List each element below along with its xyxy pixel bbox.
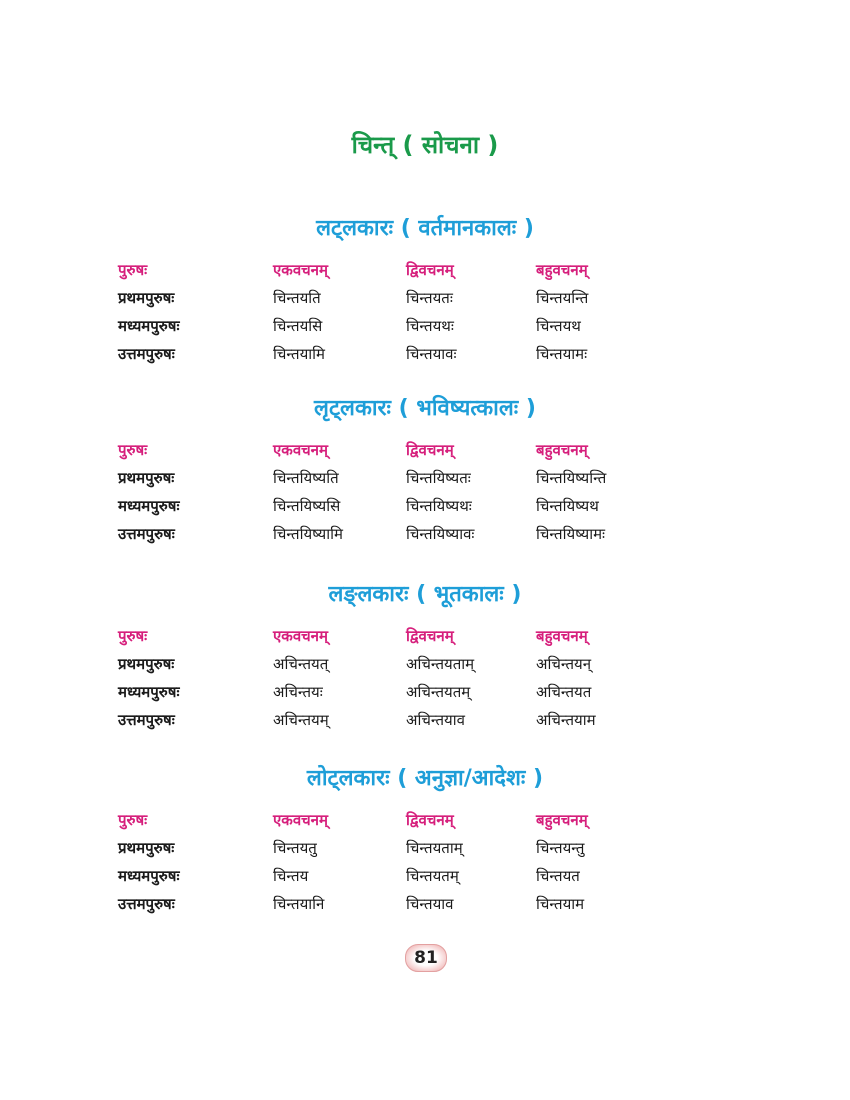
form-cell: चिन्तयाम [536,895,585,913]
table-row [118,834,666,862]
form-cell: चिन्तयतु [273,839,317,857]
person-cell: उत्तमपुरुषः [118,525,175,543]
form-cell: चिन्तयानि [273,895,325,913]
form-cell: चिन्तयत [536,867,580,885]
person-cell: उत्तमपुरुषः [118,895,175,913]
column-header-ekavachana: एकवचनम् [273,441,328,459]
person-cell: मध्यमपुरुषः [118,497,180,515]
form-cell: चिन्तयिष्यावः [406,525,475,543]
header-row [118,806,666,834]
table-row [118,284,666,312]
conjugation-table [118,256,666,368]
column-header-bahuvachana: बहुवचनम् [536,261,588,279]
person-cell: प्रथमपुरुषः [118,839,175,857]
column-header-dvivachana: द्विवचनम् [406,261,454,279]
table-row [118,340,666,368]
table-row [118,862,666,890]
person-cell: उत्तमपुरुषः [118,345,175,363]
form-cell: चिन्तयतः [406,289,453,307]
form-cell: चिन्तयिष्यसि [273,497,341,515]
table-row [118,650,666,678]
header-row [118,436,666,464]
form-cell: अचिन्तयः [273,683,323,701]
form-cell: चिन्तय [273,867,309,885]
person-cell: प्रथमपुरुषः [118,655,175,673]
form-cell: चिन्तयिष्यन्ति [536,469,607,487]
form-cell: चिन्तयिष्यथ [536,497,599,515]
column-header-purusha: पुरुषः [118,441,148,459]
form-cell: चिन्तयन्तु [536,839,585,857]
section-heading: लङ्लकारः ( भूतकालः ) [328,582,522,607]
form-cell: चिन्तयिष्यतः [406,469,471,487]
form-cell: चिन्तयावः [406,345,457,363]
form-cell: चिन्तयाव [406,895,454,913]
table-row [118,312,666,340]
header-row [118,622,666,650]
form-cell: अचिन्तयत [536,683,592,701]
form-cell: चिन्तयताम् [406,839,463,857]
column-header-ekavachana: एकवचनम् [273,627,328,645]
page-title: चिन्त् ( सोचना ) [351,131,499,159]
column-header-purusha: पुरुषः [118,811,148,829]
table-row [118,492,666,520]
column-header-purusha: पुरुषः [118,627,148,645]
conjugation-table [118,806,666,918]
column-header-bahuvachana: बहुवचनम् [536,811,588,829]
person-cell: प्रथमपुरुषः [118,289,175,307]
conjugation-table [118,436,666,548]
table-row [118,464,666,492]
column-header-ekavachana: एकवचनम् [273,811,328,829]
form-cell: चिन्तयिष्यामि [273,525,343,543]
form-cell: चिन्तयथ [536,317,581,335]
column-header-purusha: पुरुषः [118,261,148,279]
table-row [118,890,666,918]
form-cell: अचिन्तयतम् [406,683,471,701]
column-header-bahuvachana: बहुवचनम् [536,441,588,459]
section-lot-lakara [0,762,850,913]
form-cell: चिन्तयिष्यति [273,469,339,487]
table-row [118,520,666,548]
column-header-dvivachana: द्विवचनम् [406,811,454,829]
section-lat-lakara [0,212,850,363]
column-header-ekavachana: एकवचनम् [273,261,328,279]
table-row [118,678,666,706]
section-heading: लट्लकारः ( वर्तमानकालः ) [316,216,534,241]
form-cell: अचिन्तयत् [273,655,329,673]
column-header-dvivachana: द्विवचनम् [406,627,454,645]
form-cell: चिन्तयिष्यथः [406,497,472,515]
section-heading: लोट्लकारः ( अनुज्ञा/आदेशः ) [306,766,544,791]
form-cell: अचिन्तयम् [273,711,329,729]
page-number-badge: 81 [405,944,447,972]
section-lan-lakara [0,578,850,729]
form-cell: अचिन्तयाव [406,711,465,729]
form-cell: चिन्तयथः [406,317,454,335]
form-cell: चिन्तयन्ति [536,289,589,307]
header-row [118,256,666,284]
person-cell: मध्यमपुरुषः [118,317,180,335]
form-cell: अचिन्तयाम [536,711,596,729]
person-cell: उत्तमपुरुषः [118,711,175,729]
form-cell: अचिन्तयताम् [406,655,475,673]
section-heading: लृट्लकारः ( भविष्यत्कालः ) [314,396,536,421]
column-header-dvivachana: द्विवचनम् [406,441,454,459]
form-cell: चिन्तयामः [536,345,588,363]
person-cell: मध्यमपुरुषः [118,867,180,885]
form-cell: चिन्तयिष्यामः [536,525,606,543]
form-cell: चिन्तयति [273,289,321,307]
form-cell: चिन्तयतम् [406,867,459,885]
form-cell: चिन्तयसि [273,317,323,335]
table-row [118,706,666,734]
column-header-bahuvachana: बहुवचनम् [536,627,588,645]
form-cell: चिन्तयामि [273,345,326,363]
person-cell: प्रथमपुरुषः [118,469,175,487]
conjugation-table [118,622,666,734]
section-lrt-lakara [0,392,850,543]
person-cell: मध्यमपुरुषः [118,683,180,701]
form-cell: अचिन्तयन् [536,655,592,673]
